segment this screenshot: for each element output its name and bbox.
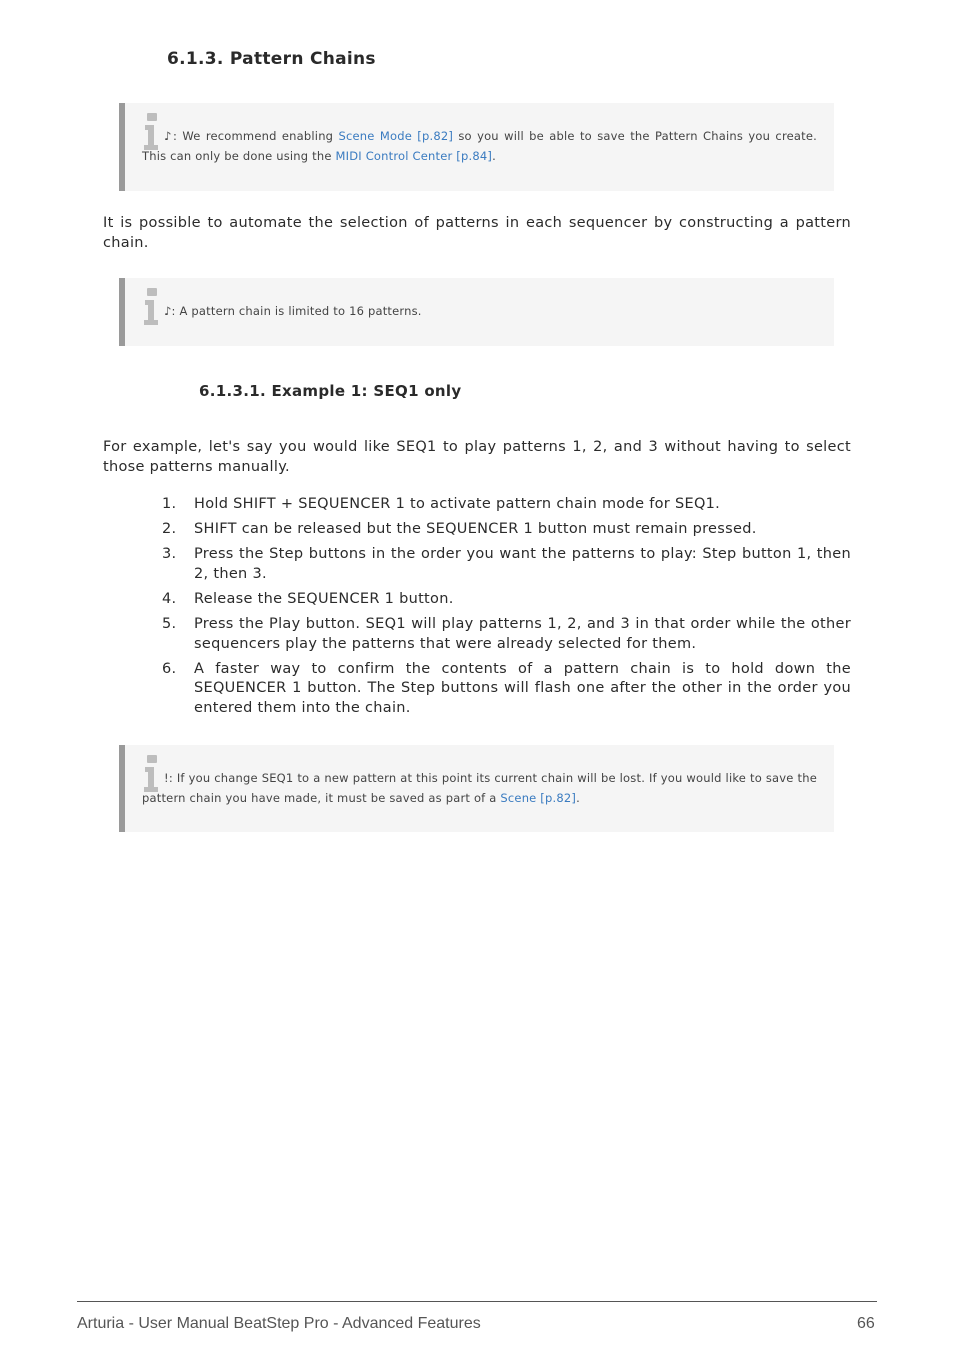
list-item: 2. SHIFT can be released but the SEQUENCER 1 button must remain pressed. [162, 521, 757, 537]
note-icon-glyph: ♪ [164, 129, 173, 143]
intro-paragraph: It is possible to automate the selection of patterns in each sequencer by constructing a pattern chain. [103, 215, 851, 251]
note-text: ♪: We recommend enabling Scene Mode [p.82] so you will be able to save the Pattern Chains you create. This can only be done using the MIDI Control Center [p.84]. [142, 129, 817, 163]
list-item: 3. Press the Step buttons in the order you want the patterns to play: Step button 1, then 2, then 3. [162, 546, 851, 582]
note-box-scene-mode [119, 103, 834, 191]
list-item: 4. Release the SEQUENCER 1 button. [162, 590, 454, 607]
note-box-pattern-limit [119, 278, 834, 346]
list-item: 6. A faster way to confirm the contents of a pattern chain is to hold down the SEQUENCER 1 button. The Step buttons will flash one after the other in the order you entered them into the chain. [162, 660, 851, 716]
list-item: 1. Hold SHIFT + SEQUENCER 1 to activate pattern chain mode for SEQ1. [162, 496, 721, 512]
footer-divider [77, 1301, 877, 1302]
note-text: !: If you change SEQ1 to a new pattern at this point its current chain will be lost. If you would like to save the pattern chain you have made, it must be saved as part of a Scene [p.82]. [142, 771, 817, 805]
page-number: 66 [857, 1315, 875, 1332]
example-paragraph: For example, let's say you would like SEQ1 to play patterns 1, 2, and 3 without having to select those patterns manually. [103, 439, 851, 475]
footer-title: Arturia - User Manual BeatStep Pro - Advanced Features [77, 1315, 481, 1332]
note-text: ♪: A pattern chain is limited to 16 patterns. [164, 304, 422, 318]
note-icon-glyph: ♪ [164, 304, 172, 318]
section-heading: 6.1.3. Pattern Chains [167, 49, 376, 69]
subsection-heading: 6.1.3.1. Example 1: SEQ1 only [199, 382, 462, 400]
scene-link[interactable]: Scene [p.82] [500, 791, 577, 805]
midi-control-center-link[interactable]: MIDI Control Center [p.84] [335, 149, 493, 163]
scene-mode-link[interactable]: Scene Mode [p.82] [338, 129, 454, 143]
list-item: 5. Press the Play button. SEQ1 will play patterns 1, 2, and 3 in that order while the other sequencers play the patterns that were already selected for them. [162, 616, 851, 652]
note-box-chain-lost-warning [119, 745, 834, 832]
steps-list [103, 495, 851, 718]
note-icon-glyph: ! [164, 771, 169, 785]
